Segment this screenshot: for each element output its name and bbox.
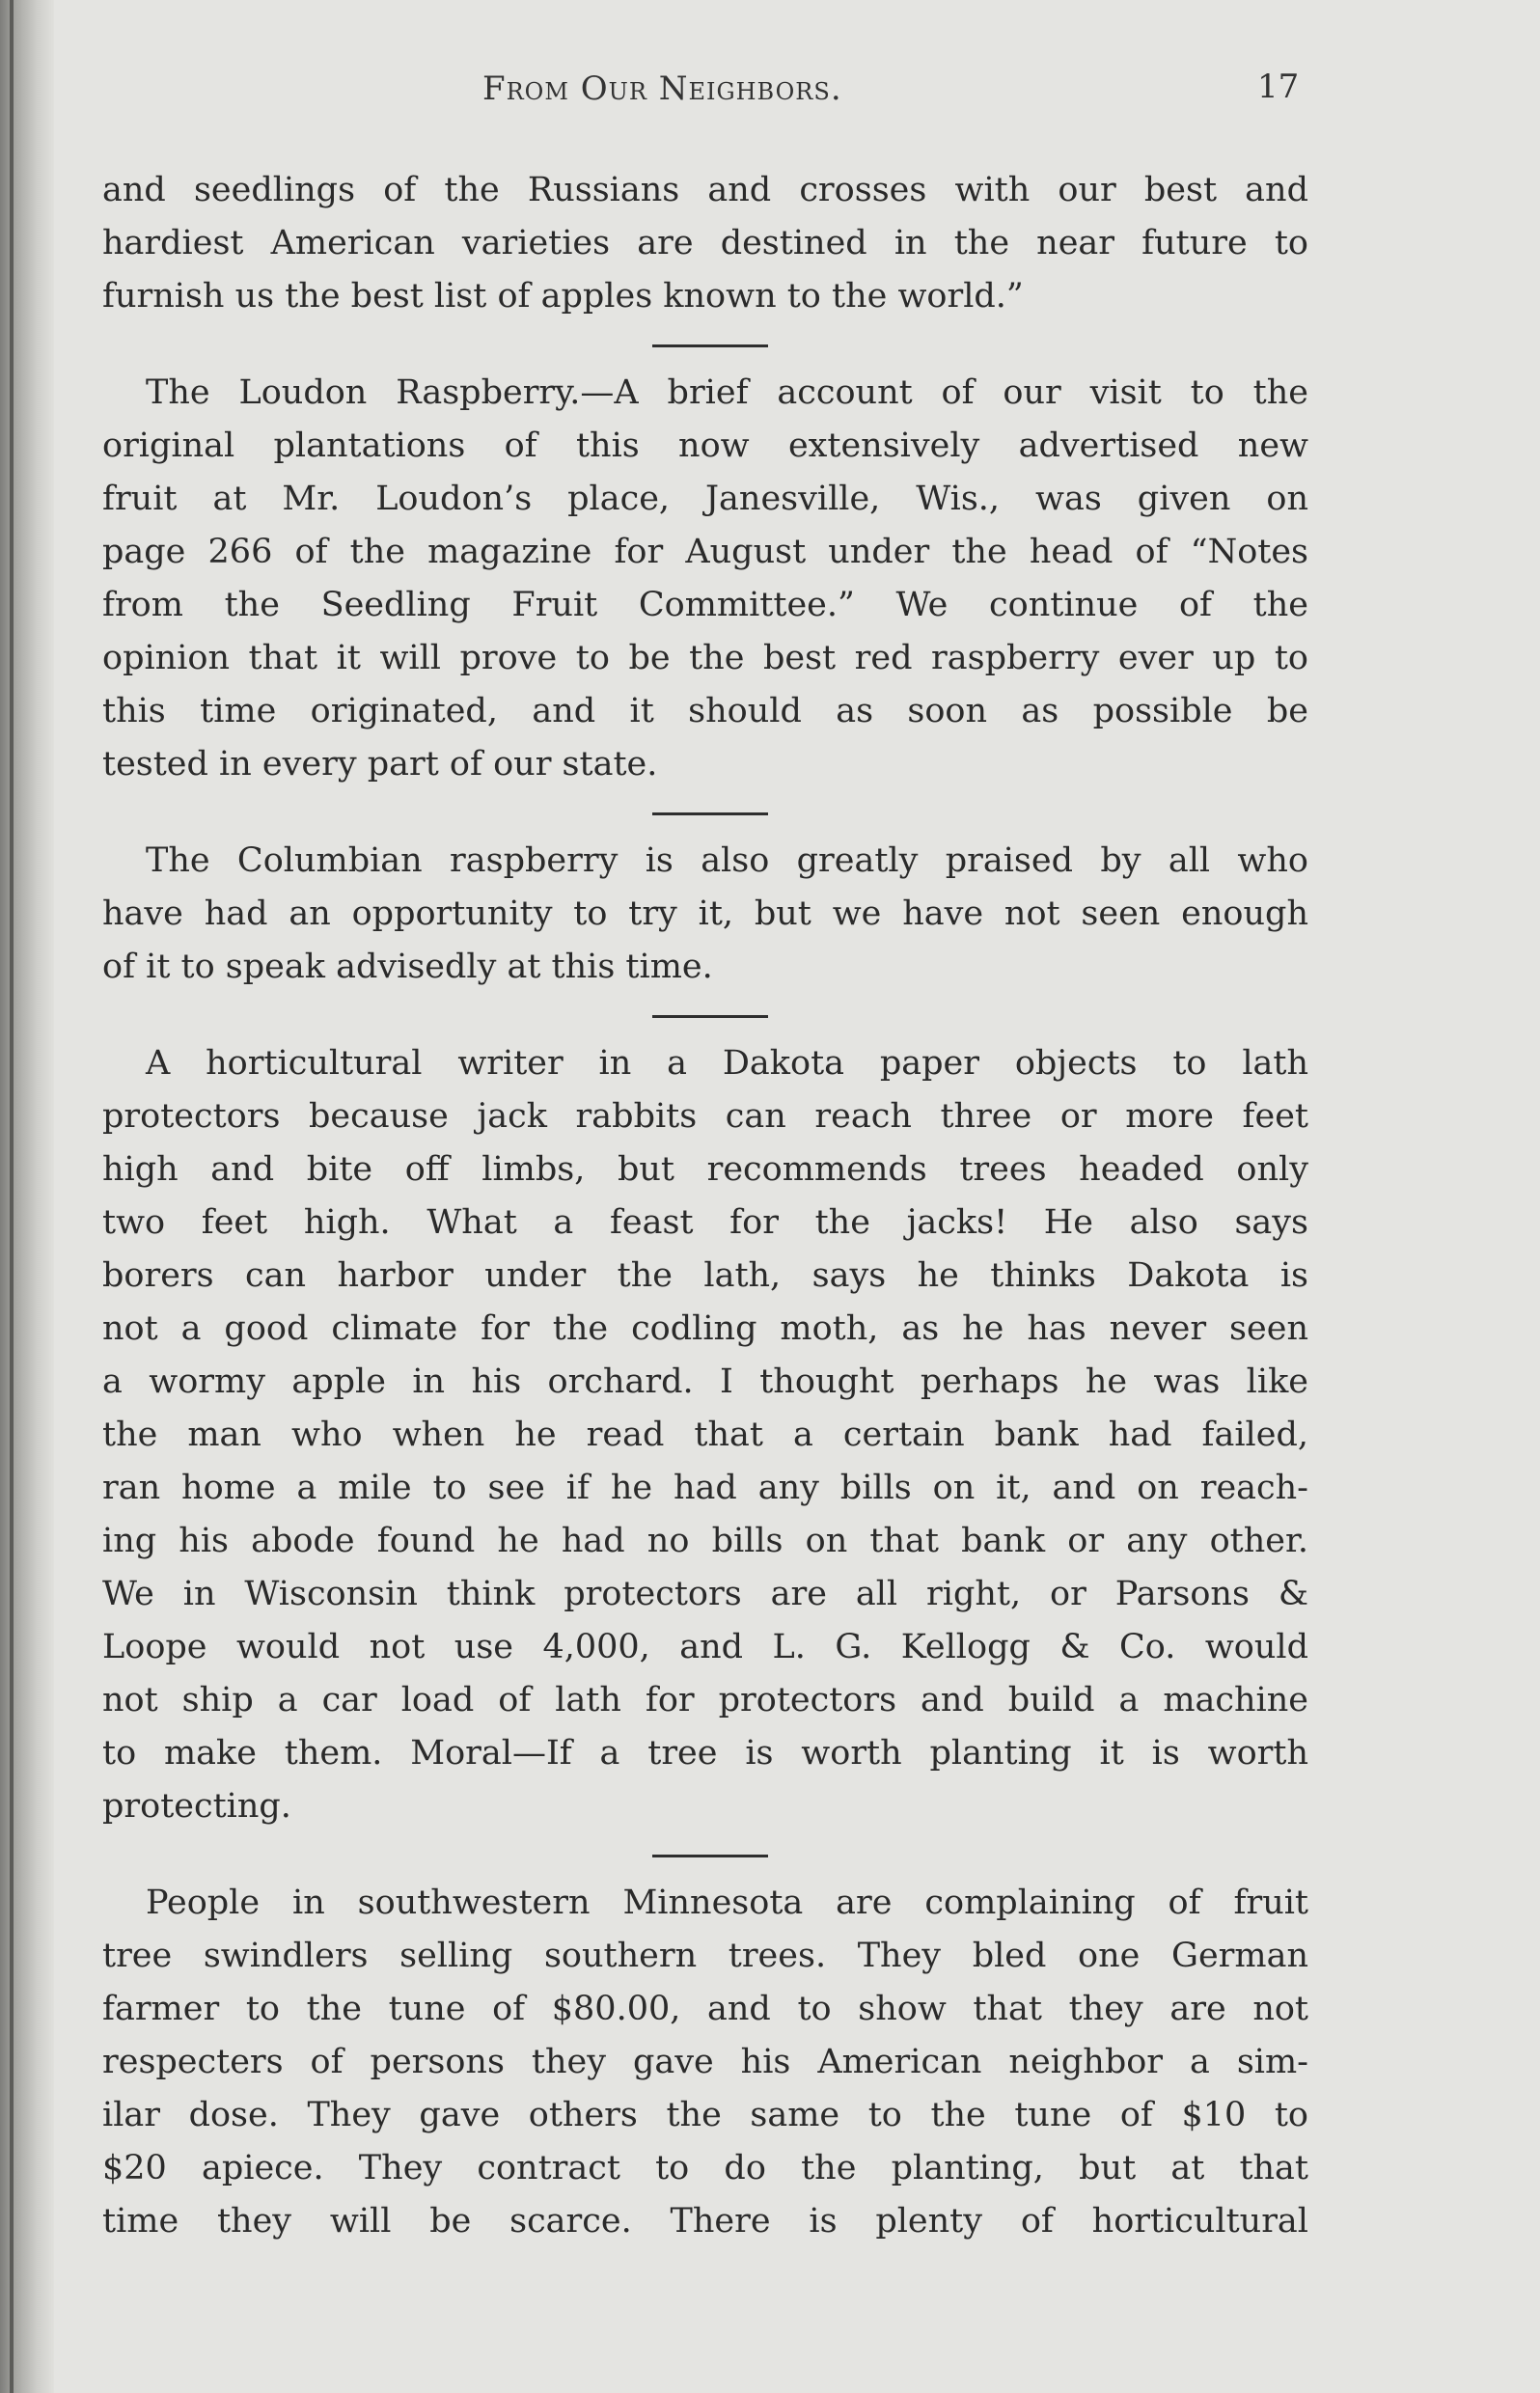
text-line: this time originated, and it should as soon as possible be xyxy=(102,692,1308,730)
text-line: ilar dose. They gave others the same to the tune of $10 to xyxy=(102,2096,1308,2134)
text-line: ing his abode found he had no bills on that bank or any other. xyxy=(102,1522,1308,1560)
text-line: People in southwestern Minnesota are complaining of fruit xyxy=(146,1884,1308,1922)
running-title: From Our Neighbors. xyxy=(482,69,842,108)
text-line: tree swindlers selling southern trees. They bled one German xyxy=(102,1937,1308,1975)
text-line: Loope would not use 4,000, and L. G. Kellogg & Co. would xyxy=(102,1628,1308,1666)
text-line: The Loudon Raspberry.—A brief account of our visit to the xyxy=(146,373,1308,412)
section-divider xyxy=(652,812,768,815)
text-line: high and bite off limbs, but recommends trees headed only xyxy=(102,1150,1308,1189)
section-divider xyxy=(652,344,768,347)
text-line: $20 apiece. They contract to do the planting, but at that xyxy=(102,2149,1308,2187)
text-line: protecting. xyxy=(102,1787,291,1826)
text-line: the man who when he read that a certain bank had failed, xyxy=(102,1416,1308,1454)
text-line: protectors because jack rabbits can reach three or more feet xyxy=(102,1097,1308,1136)
text-line: have had an opportunity to try it, but we have not seen enough xyxy=(102,894,1308,933)
text-line: two feet high. What a feast for the jacks! He also says xyxy=(102,1203,1308,1242)
text-line: not ship a car load of lath for protectors and build a machine xyxy=(102,1681,1308,1719)
text-line: page 266 of the magazine for August under the head of “Notes xyxy=(102,533,1308,571)
text-line: ran home a mile to see if he had any bills on it, and on reach- xyxy=(102,1469,1308,1507)
text-line: original plantations of this now extensively advertised new xyxy=(102,426,1308,465)
text-line: farmer to the tune of $80.00, and to show that they are not xyxy=(102,1990,1308,2028)
text-line: not a good climate for the codling moth, as he has never seen xyxy=(102,1309,1308,1348)
text-line: hardiest American varieties are destined in the near future to xyxy=(102,224,1308,262)
text-line: from the Seedling Fruit Committee.” We continue of the xyxy=(102,586,1308,624)
paragraph-continued xyxy=(102,164,1308,323)
text-line: to make them. Moral—If a tree is worth planting it is worth xyxy=(102,1734,1308,1773)
text-line: time they will be scarce. There is plenty of horticultural xyxy=(102,2202,1308,2241)
text-line: opinion that it will prove to be the best red raspberry ever up to xyxy=(102,639,1308,677)
text-line: tested in every part of our state. xyxy=(102,745,658,784)
text-line: furnish us the best list of apples known to the world.” xyxy=(102,277,1024,316)
page-body xyxy=(102,164,1308,2248)
text-line: borers can harbor under the lath, says he thinks Dakota is xyxy=(102,1256,1308,1295)
paragraph-lath-protectors xyxy=(102,1037,1308,1833)
section-divider xyxy=(652,1015,768,1018)
page-number: 17 xyxy=(1257,68,1300,106)
text-line: The Columbian raspberry is also greatly praised by all who xyxy=(146,841,1308,880)
paragraph-loudon-raspberry xyxy=(102,367,1308,791)
text-line: a wormy apple in his orchard. I thought perhaps he was like xyxy=(102,1362,1308,1401)
text-line: A horticultural writer in a Dakota paper objects to lath xyxy=(146,1044,1308,1083)
paragraph-fruit-tree-swindlers xyxy=(102,1877,1308,2248)
text-line: of it to speak advisedly at this time. xyxy=(102,948,713,986)
book-binding-edge xyxy=(10,0,14,2393)
text-line: We in Wisconsin think protectors are all right, or Parsons & xyxy=(102,1575,1308,1613)
paragraph-columbian-raspberry xyxy=(102,835,1308,994)
text-line: respecters of persons they gave his American neighbor a sim- xyxy=(102,2043,1308,2081)
text-line: fruit at Mr. Loudon’s place, Janesville, Wis., was given on xyxy=(102,480,1308,518)
section-divider xyxy=(652,1855,768,1857)
book-spine-shadow xyxy=(0,0,54,2393)
text-line: and seedlings of the Russians and crosses with our best and xyxy=(102,171,1308,209)
